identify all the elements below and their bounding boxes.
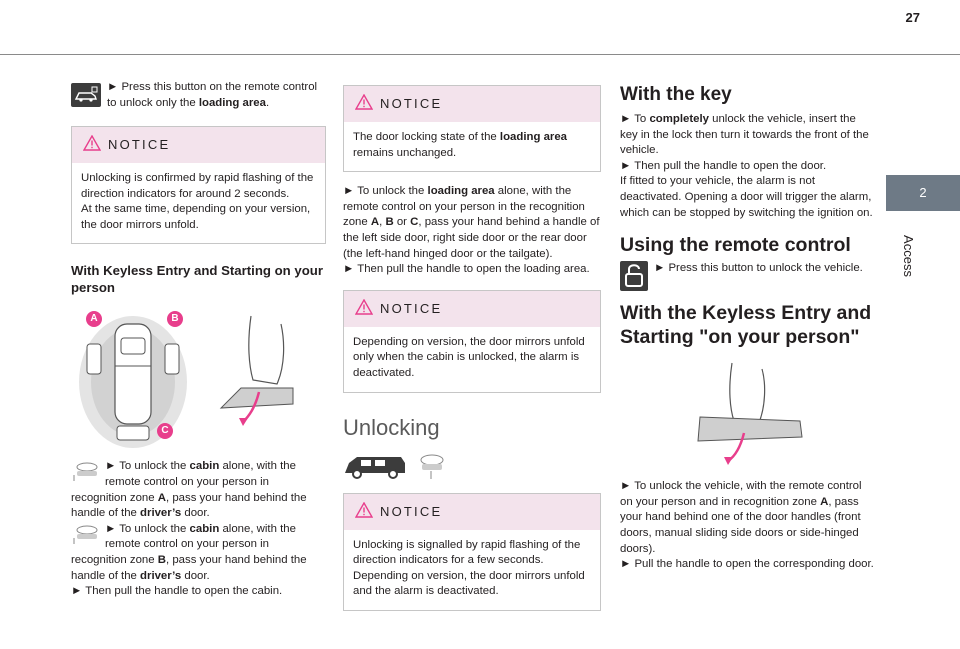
step-text: ► To unlock the bbox=[105, 522, 190, 535]
section-heading: With the Keyless Entry and Starting "on your person" bbox=[620, 302, 872, 349]
chapter-tab[interactable]: 2 bbox=[886, 175, 960, 211]
step-bold: B bbox=[385, 216, 394, 229]
step-text: ► To unlock the vehicle, with the remote control on your person and in recognition zone bbox=[620, 480, 862, 508]
step-bold: completely bbox=[649, 113, 709, 125]
step-bold: driver’s bbox=[140, 569, 182, 582]
notice-bold: loading area bbox=[499, 131, 568, 143]
column-2 bbox=[343, 80, 601, 611]
step-text: door. bbox=[181, 569, 210, 582]
keyless-figure bbox=[71, 304, 326, 449]
door-handle-icon bbox=[71, 461, 99, 489]
step-text: alone, with the remote control on your person in recognition zone bbox=[71, 460, 296, 504]
warning-triangle-icon bbox=[83, 135, 101, 157]
step-text: , bbox=[379, 216, 386, 229]
loading-area-button-icon bbox=[71, 83, 101, 113]
notice-box-1 bbox=[71, 126, 326, 244]
hand-handle-illustration bbox=[620, 357, 876, 469]
loading-area-intro bbox=[71, 80, 326, 116]
step-text: alone, with the remote control on your person in recognition zone bbox=[71, 522, 296, 566]
notice-title: NOTICE bbox=[380, 300, 443, 316]
cabin-step-pull: ► Then pull the handle to open the cabin. bbox=[71, 585, 283, 598]
section-heading: With Keyless Entry and Starting on your person bbox=[71, 263, 323, 296]
section-heading: With the key bbox=[620, 84, 732, 105]
key-unlock-text bbox=[620, 112, 876, 221]
step-text: unlock the vehicle, insert the key in the lock then turn it towards the front of the vehicle. bbox=[620, 113, 869, 157]
zone-label-b: B bbox=[167, 311, 183, 327]
notice-box-2 bbox=[343, 85, 601, 172]
cabin-step-zone-a bbox=[71, 459, 326, 521]
notice-header bbox=[344, 86, 600, 122]
section-heading: Unlocking bbox=[343, 414, 440, 440]
notice-text: remains unchanged. bbox=[353, 146, 457, 159]
step-text: ► Pull the handle to open the corresponding door. bbox=[620, 558, 874, 571]
notice-text: Depending on version, the door mirrors unfold and the alarm is deactivated. bbox=[353, 569, 585, 598]
step-text: ► Then pull the handle to open the door. bbox=[620, 159, 827, 172]
step-text: , pass your hand behind one of the door handles (front doors, manual sliding side doors or side-hinged doors). bbox=[620, 495, 861, 555]
step-text: , pass your hand behind a handle of the left side door, right side door or the rear door (the left-hand hinged door or the tailgate). bbox=[343, 216, 600, 260]
notice-text: Unlocking is confirmed by rapid flashing of the direction indicators for around 2 seconds. bbox=[81, 172, 314, 200]
loading-area-pull: ► Then pull the handle to open the loading area. bbox=[343, 263, 590, 276]
step-bold: C bbox=[410, 216, 419, 229]
remote-unlock bbox=[620, 261, 876, 295]
recognition-zones-illustration bbox=[71, 304, 326, 449]
warning-triangle-icon bbox=[355, 94, 373, 116]
notice-box-4 bbox=[343, 493, 601, 611]
step-text: ► To bbox=[620, 113, 650, 125]
unlocking-icons bbox=[343, 451, 601, 485]
step-bold: cabin bbox=[189, 460, 220, 473]
van-icon bbox=[343, 451, 407, 487]
column-1 bbox=[71, 80, 326, 600]
notice-title: NOTICE bbox=[108, 137, 171, 152]
step-bold: A bbox=[820, 495, 829, 508]
hand-handle-figure bbox=[620, 357, 876, 469]
column-3 bbox=[620, 80, 876, 573]
step-text: alone, with the remote control on your person in the recognition zone bbox=[343, 185, 585, 229]
step-text: ► To unlock the bbox=[343, 185, 428, 198]
door-handle-icon bbox=[416, 451, 446, 487]
notice-header bbox=[72, 127, 325, 163]
warning-triangle-icon bbox=[355, 299, 373, 321]
notice-title: NOTICE bbox=[380, 503, 443, 519]
bullet-arrow: ► bbox=[107, 81, 119, 93]
step-text: If fitted to your vehicle, the alarm is not deactivated. Opening a door will trigger the alarm, which can be stopped by switching the ignition on. bbox=[620, 175, 873, 219]
step-text: , pass your hand behind the handle of the bbox=[71, 553, 307, 582]
intro-end: . bbox=[265, 96, 270, 109]
page-number: 27 bbox=[905, 10, 920, 25]
unlock-padlock-icon bbox=[620, 261, 648, 297]
section-heading: Using the remote control bbox=[620, 234, 851, 257]
zone-label-a: A bbox=[86, 311, 102, 327]
intro-text: Press this button on the remote control to unlock only the bbox=[107, 81, 318, 109]
header-rule bbox=[0, 54, 960, 55]
loading-area-step bbox=[343, 184, 601, 262]
notice-box-3 bbox=[343, 290, 601, 393]
step-text: , pass your hand behind the handle of the bbox=[71, 491, 307, 520]
step-bold: cabin bbox=[189, 522, 220, 535]
cabin-step-zone-b bbox=[71, 522, 326, 584]
step-bold: A bbox=[157, 491, 166, 504]
notice-header bbox=[344, 291, 600, 327]
keyless-step bbox=[620, 479, 876, 573]
step-text: door. bbox=[181, 507, 210, 520]
notice-text: The door locking state of the bbox=[353, 131, 500, 143]
step-bold: A bbox=[370, 216, 380, 229]
step-text: or bbox=[393, 216, 411, 229]
notice-title: NOTICE bbox=[380, 96, 443, 111]
chapter-label: Access bbox=[901, 235, 916, 277]
step-bold: loading area bbox=[427, 185, 495, 198]
step-text: ► To unlock the bbox=[105, 460, 190, 473]
notice-text: Unlocking is signalled by rapid flashing of the direction indicators for a few seconds. bbox=[353, 538, 581, 567]
step-bold: B bbox=[157, 553, 166, 566]
intro-bold: loading area bbox=[198, 96, 266, 109]
notice-text: At the same time, depending on your version, the door mirrors unfold. bbox=[81, 203, 311, 231]
zone-label-c: C bbox=[157, 423, 173, 439]
door-handle-icon bbox=[71, 524, 99, 552]
step-text: ► Press this button to unlock the vehicle. bbox=[654, 262, 863, 275]
warning-triangle-icon bbox=[355, 502, 373, 524]
step-bold: driver’s bbox=[140, 507, 182, 520]
notice-text: Depending on version, the door mirrors unfold only when the cabin is unlocked, the alarm is deactivated. bbox=[353, 335, 585, 379]
notice-header bbox=[344, 494, 600, 530]
